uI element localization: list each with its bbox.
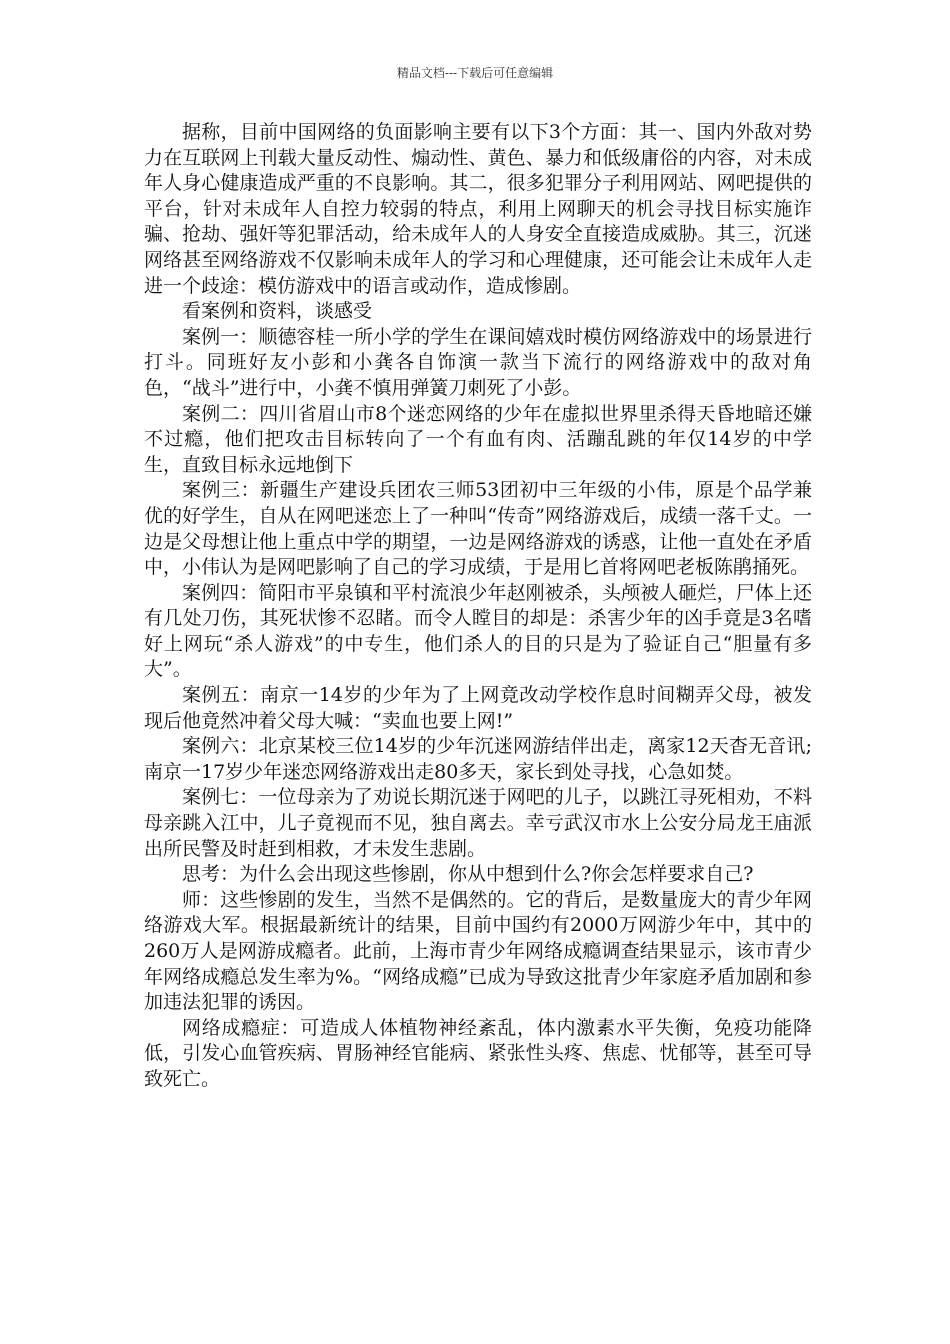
paragraph-reflection: 思考：为什么会出现这些惨剧，你从中想到什么?你会怎样要求自己? bbox=[182, 863, 754, 886]
paragraph-teacher: 师：这些惨剧的发生，当然不是偶然的。它的背后，是数量庞大的青少年网络游戏大军。根据最新统计的结果，目前中国约有2000万网游少年中，其中的260万人是网游成瘾者。此前，上海市青少年网络成瘾调查结果显示，该市青少年网络成瘾总发生率为%。“网络成瘾”已成为导致这批青少年家庭矛盾加剧和参加违法犯罪的诱因。 bbox=[144, 888, 812, 1014]
page-header: 精品文档---下载后可任意编辑 bbox=[396, 66, 554, 80]
paragraph-case-4: 案例四：简阳市平泉镇和平村流浪少年赵刚被杀，头颅被人砸烂，尸体上还有几处刀伤，其死状惨不忍睹。而令人瞠目的却是：杀害少年的凶手竟是3名嗜好上网玩“杀人游戏”的中专生，他们杀人的目的只是为了验证自己“胆量有多大”。 bbox=[144, 581, 812, 681]
document-body bbox=[144, 120, 812, 1093]
paragraph-addiction: 网络成瘾症：可造成人体植物神经紊乱，体内激素水平失衡，免疫功能降低，引发心血管疾病、胃肠神经官能病、紧张性头疼、焦虑、忧郁等，甚至可导致死亡。 bbox=[144, 1016, 812, 1090]
paragraph-intro: 据称，目前中国网络的负面影响主要有以下3个方面：其一、国内外敌对势力在互联网上刊载大量反动性、煽动性、黄色、暴力和低级庸俗的内容，对未成年人身心健康造成严重的不良影响。其二，很多犯罪分子利用网站、网吧提供的平台，针对未成年人自控力较弱的特点，利用上网聊天的机会寻找目标实施诈骗、抢劫、强奸等犯罪活动，给未成年人的人身安全直接造成威胁。其三，沉迷网络甚至网络游戏不仅影响未成年人的学习和心理健康，还可能会让未成年人走进一个歧途：模仿游戏中的语言或动作，造成惨剧。 bbox=[144, 121, 812, 297]
paragraph-case-2: 案例二：四川省眉山市8个迷恋网络的少年在虚拟世界里杀得天昏地暗还嫌不过瘾，他们把攻击目标转向了一个有血有肉、活蹦乱跳的年仅14岁的中学生，直致目标永远地倒下 bbox=[144, 402, 812, 476]
paragraph-case-1: 案例一：顺德容桂一所小学的学生在课间嬉戏时模仿网络游戏中的场景进行打斗。同班好友小彭和小龚各自饰演一款当下流行的网络游戏中的敌对角色，“战斗”进行中，小龚不慎用弹簧刀刺死了小彭。 bbox=[144, 325, 812, 399]
paragraph-case-7: 案例七：一位母亲为了劝说长期沉迷于网吧的儿子，以跳江寻死相劝，不料母亲跳入江中，儿子竟视而不见，独自离去。幸亏武汉市水上公安分局龙王庙派出所民警及时赶到相救，才未发生悲剧。 bbox=[144, 786, 812, 860]
paragraph-case-6: 案例六：北京某校三位14岁的少年沉迷网游结伴出走，离家12天杳无音讯;南京一17岁少年迷恋网络游戏出走80多天，家长到处寻找，心急如焚。 bbox=[144, 735, 812, 783]
paragraph-prompt: 看案例和资料，谈感受 bbox=[182, 300, 373, 323]
paragraph-case-3: 案例三：新疆生产建设兵团农三师53团初中三年级的小伟，原是个品学兼优的好学生，自从在网吧迷恋上了一种叫“传奇”网络游戏后，成绩一落千丈。一边是父母想让他上重点中学的期望，一边是网络游戏的诱惑，让他一直处在矛盾中，小伟认为是网吧影响了自己的学习成绩，于是用匕首将网吧老板陈鹃捅死。 bbox=[144, 479, 812, 579]
paragraph-case-5: 案例五：南京一14岁的少年为了上网竟改动学校作息时间糊弄父母，被发现后他竟然冲着父母大喊：“卖血也要上网!” bbox=[144, 684, 812, 732]
